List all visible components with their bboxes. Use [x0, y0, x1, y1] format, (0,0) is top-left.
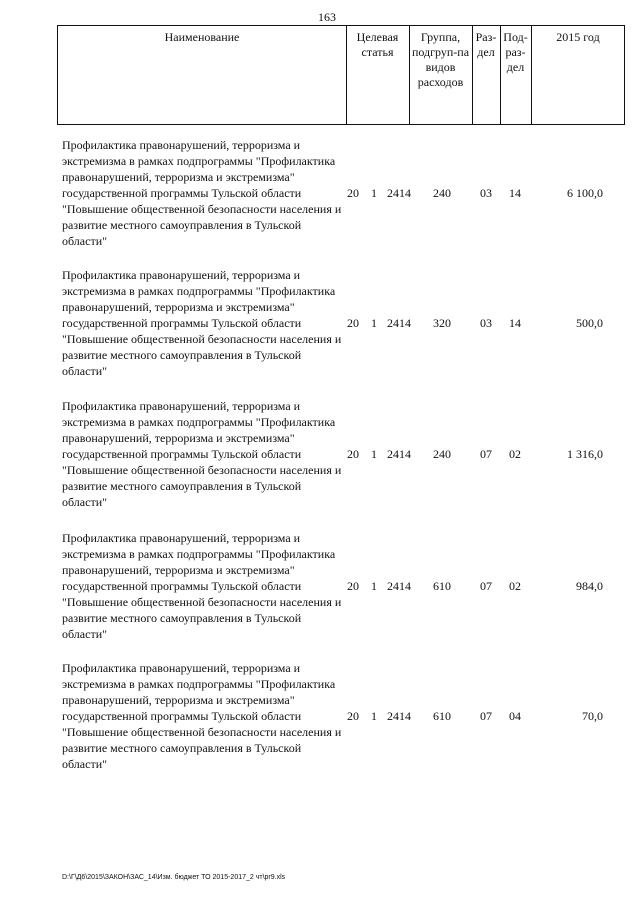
- row-section: 03: [480, 186, 492, 200]
- row-section: 07: [480, 709, 492, 723]
- row-article-part1: 20: [347, 447, 359, 461]
- row-amount: 1 316,0: [567, 447, 603, 461]
- row-article-part3: 2414: [387, 579, 411, 593]
- row-name: Профилактика правонарушений, терроризма и экстремизма в рамках подпрограммы "Профилактика правонарушений, терроризма и экстремизма" государственной программы Тульской области "Повышение общественной безопасности населения и развитие местного самоуправления в Тульской области": [62, 399, 342, 509]
- row-group: 610: [433, 709, 451, 723]
- row-subsection: 02: [509, 447, 521, 461]
- header-target-article: Целевая статья: [356, 30, 399, 59]
- row-name: Профилактика правонарушений, терроризма и экстремизма в рамках подпрограммы "Профилактика правонарушений, терроризма и экстремизма" государственной программы Тульской области "Повышение общественной безопасности населения и развитие местного самоуправления в Тульской области": [62, 268, 342, 378]
- row-section: 03: [480, 316, 492, 330]
- row-article-part2: 1: [371, 579, 377, 593]
- row-group: 240: [433, 186, 451, 200]
- header-subsection: Под-раз-дел: [503, 30, 528, 74]
- header-year: 2015 год: [556, 30, 600, 44]
- row-group: 610: [433, 579, 451, 593]
- row-article-part1: 20: [347, 316, 359, 330]
- row-name: Профилактика правонарушений, терроризма и экстремизма в рамках подпрограммы "Профилактика правонарушений, терроризма и экстремизма" государственной программы Тульской области "Повышение общественной безопасности населения и развитие местного самоуправления в Тульской области": [62, 531, 342, 641]
- row-amount: 500,0: [576, 316, 603, 330]
- row-article-part3: 2414: [387, 709, 411, 723]
- row-amount: 6 100,0: [567, 186, 603, 200]
- page-number: 163: [318, 10, 336, 24]
- table-header: [57, 25, 625, 125]
- row-subsection: 02: [509, 579, 521, 593]
- row-article-part2: 1: [371, 709, 377, 723]
- row-subsection: 04: [509, 709, 521, 723]
- row-article-part2: 1: [371, 186, 377, 200]
- row-article-part2: 1: [371, 316, 377, 330]
- row-name: Профилактика правонарушений, терроризма и экстремизма в рамках подпрограммы "Профилактика правонарушений, терроризма и экстремизма" государственной программы Тульской области "Повышение общественной безопасности населения и развитие местного самоуправления в Тульской области": [62, 661, 342, 771]
- row-group: 320: [433, 316, 451, 330]
- row-article-part3: 2414: [387, 316, 411, 330]
- row-section: 07: [480, 447, 492, 461]
- row-article-part1: 20: [347, 709, 359, 723]
- row-amount: 70,0: [582, 709, 603, 723]
- header-name: Наименование: [164, 30, 240, 44]
- row-article-part3: 2414: [387, 447, 411, 461]
- row-amount: 984,0: [576, 579, 603, 593]
- file-path-footer: D:\Г\Д6\2015\ЗАКОН\ЗАС_14\Изм. бюджет ТО 2015-2017_2 чт\pr9.xls: [62, 874, 286, 881]
- row-article-part1: 20: [347, 579, 359, 593]
- header-expense-group: Группа, подгруп-па видов расходов: [411, 30, 470, 89]
- row-section: 07: [480, 579, 492, 593]
- row-subsection: 14: [509, 316, 521, 330]
- row-article-part1: 20: [347, 186, 359, 200]
- row-article-part3: 2414: [387, 186, 411, 200]
- header-section: Раз-дел: [475, 30, 497, 59]
- row-subsection: 14: [509, 186, 521, 200]
- row-name: Профилактика правонарушений, терроризма и экстремизма в рамках подпрограммы "Профилактика правонарушений, терроризма и экстремизма" государственной программы Тульской области "Повышение общественной безопасности населения и развитие местного самоуправления в Тульской области": [62, 138, 342, 248]
- row-article-part2: 1: [371, 447, 377, 461]
- row-group: 240: [433, 447, 451, 461]
